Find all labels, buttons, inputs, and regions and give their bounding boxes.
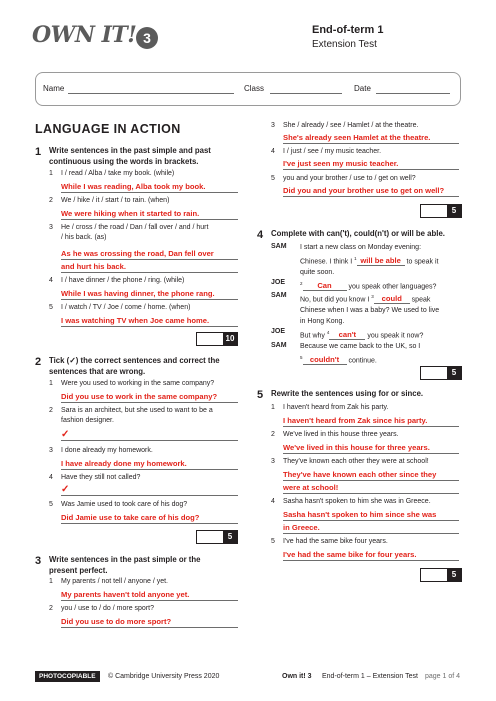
item-number: 4 [271,148,275,155]
q2-instruction-line1: Tick (✓) the correct sentences and correct the [49,356,220,365]
date-field[interactable] [376,93,450,94]
speaker-joe: JOE [271,279,286,286]
q1-instruction [49,145,211,167]
level-badge: 3 [136,27,158,49]
q4-score-total: 5 [447,366,461,380]
date-label: Date [354,84,371,93]
speaker-sam: SAM [271,292,287,299]
item-prompt: Sasha hasn't spoken to him she was in Greece. [283,498,431,505]
speaker-sam: SAM [271,342,287,349]
blank-answer-2[interactable]: Can [303,281,347,291]
item-prompt: My parents / not tell / anyone / yet. [61,578,168,585]
q3-item-1 [49,577,249,587]
sam-line-1 [300,242,465,278]
item-number: 3 [271,122,275,129]
item-prompt: Was Jamie used to took care of his dog? [61,501,188,508]
dialogue-text: No, but did you know I [300,296,372,304]
item-prompt: I / watch / TV / Joe / come / home. (when) [61,304,191,311]
q1-item-4 [49,276,249,286]
q2-score-total: 5 [223,530,237,544]
q1-item-5 [49,303,249,313]
q1-score-box [196,332,238,346]
test-subtitle: Extension Test [312,39,377,50]
q3-score-total: 5 [447,204,461,218]
item-number: 2 [271,431,275,438]
item-number: 4 [49,474,53,481]
q5-answer-4b[interactable]: in Greece. [283,522,459,534]
item-prompt: I / read / Alba / take my book. (while) [61,170,175,177]
q2-instruction [49,355,220,377]
name-label: Name [43,84,65,93]
speaker-sam: SAM [271,243,287,250]
item-number: 1 [49,380,53,387]
q1-score-total: 10 [223,332,237,346]
q2-item-2 [49,406,249,426]
dialogue-text-with-blank [300,352,465,366]
q1-number: 1 [35,146,42,158]
item-prompt: Sara is an architect, but she used to want to be a [61,407,213,414]
q3-item-2 [49,604,249,614]
blank-answer-1[interactable]: will be able [357,256,405,266]
class-field[interactable] [270,93,342,94]
q5-answer-4[interactable]: Sasha hasn't spoken to him since she was [283,509,459,521]
dialogue-text: I start a new class on Monday evening: [300,244,422,251]
q1-answer-5[interactable]: I was watching TV when Joe came home. [61,315,238,327]
item-prompt: They've known each other they were at school! [283,458,429,465]
q5-item-5 [271,537,471,547]
q2-score-box [196,530,238,544]
q5-answer-1[interactable]: I haven't heard from Zak since his party. [283,415,459,427]
q3-item-5 [271,174,471,184]
q2-answer-2-tick[interactable]: ✓ [61,430,238,441]
item-number: 5 [49,304,53,311]
item-number: 2 [49,197,53,204]
item-number: 3 [271,458,275,465]
q1-instruction-line2: continuous using the words in brackets. [49,157,199,166]
page-number: page 1 of 4 [425,673,461,680]
q5-item-4 [271,497,471,507]
q5-item-2 [271,430,471,440]
item-prompt: I haven't heard from Zak his party. [283,404,389,411]
q5-answer-3b[interactable]: were at school! [283,482,459,494]
dialogue-text: you speak other languages? [346,283,437,291]
item-prompt: We / hike / it / start / to rain. (when) [61,197,170,204]
item-prompt: fashion designer. [61,417,114,424]
q1-item-1 [49,169,249,179]
q2-item-4 [49,473,249,483]
q3-score-box [420,204,462,218]
q3-answer-3[interactable]: She's already seen Hamlet at the theatre. [283,132,459,144]
q1-answer-4[interactable]: While I was having dinner, the phone rang. [61,288,238,300]
sam-line-2 [300,291,465,327]
q4-score-box [420,366,462,380]
item-prompt: I / have dinner / the phone / ring. (while) [61,277,185,284]
q3-number: 3 [35,555,42,567]
item-prompt: I've had the same bike four years. [283,538,388,545]
q1-answer-3[interactable]: As he was crossing the road, Dan fell over [61,248,238,260]
item-prompt: you and your brother / use to / get on well? [283,175,416,182]
dialogue-text-with-blank [300,253,465,267]
test-title: End-of-term 1 [312,24,384,36]
q5-number: 5 [257,389,264,401]
dialogue-text: to speak it [404,258,439,266]
item-prompt: Have they still not called? [61,474,141,481]
q3-answer-2[interactable]: Did you use to do more sport? [61,616,238,628]
q4-number: 4 [257,229,264,241]
item-number: 1 [49,170,53,177]
q5-item-3 [271,457,471,467]
item-number: 4 [271,498,275,505]
item-prompt: you / use to / do / more sport? [61,605,154,612]
item-prompt: Were you used to working in the same company? [61,380,215,387]
dialogue-text: Chinese when I was a baby? We used to live [300,307,440,315]
copyright-text: © Cambridge University Press 2020 [108,673,220,680]
item-prompt: He / cross / the road / Dan / fall over / and / hurt [61,224,209,231]
q2-item-3 [49,446,249,456]
q3-instruction-line2: present perfect. [49,566,108,575]
item-number: 2 [49,605,53,612]
q3-item-3 [271,121,471,131]
q2-answer-4-tick[interactable]: ✓ [61,485,238,496]
class-label: Class [244,84,265,93]
q2-item-5 [49,500,249,510]
blank-answer-3[interactable]: could [374,294,410,304]
q5-score-total: 5 [447,568,461,582]
own-it-logo: OWN IT! [32,22,137,48]
section-title: LANGUAGE IN ACTION [35,122,181,136]
dialogue-text: quite soon. [300,269,335,277]
dialogue-text: in Hong Kong. [300,318,345,326]
q1-answer-3b[interactable]: and hurt his back. [61,261,238,273]
footer-test-name: End-of-term 1 – Extension Test [322,673,418,680]
item-number: 2 [49,407,53,414]
dialogue-text: But why [300,332,327,340]
item-prompt: I / just / see / my music teacher. [283,148,382,155]
q2-instruction-line2: sentences that are wrong. [49,367,146,376]
q1-item-2 [49,196,249,206]
q2-number: 2 [35,356,42,368]
product-name: Own it! 3 [282,673,312,680]
q1-answer-1[interactable]: While I was reading, Alba took my book. [61,181,238,193]
item-prompt: We've lived in this house three years. [283,431,399,438]
q1-answer-2[interactable]: We were hiking when it started to rain. [61,208,238,220]
q3-answer-1[interactable]: My parents haven't told anyone yet. [61,589,238,601]
speaker-joe: JOE [271,328,286,335]
q2-answer-1[interactable]: Did you use to work in the same company? [61,391,238,403]
item-number: 1 [49,578,53,585]
name-field[interactable] [68,93,234,94]
blank-answer-4[interactable]: can't [329,330,365,340]
q4-instruction: Complete with can('t), could(n't) or will be able. [271,229,445,238]
q2-item-1 [49,379,249,389]
sam-line-3 [300,341,465,366]
item-prompt: / his back. (as) [61,234,107,241]
item-prompt: I done already my homework. [61,447,153,454]
item-number: 3 [49,447,53,454]
joe-line-2 [300,327,465,341]
q2-answer-5[interactable]: Did Jamie use to take care of his dog? [61,512,238,524]
dialogue-text: Chinese. I think I [300,258,355,266]
q3-answer-4[interactable]: I've just seen my music teacher. [283,158,459,170]
item-number: 5 [49,501,53,508]
q3-answer-5[interactable]: Did you and your brother use to get on well? [283,185,459,197]
q3-instruction-line1: Write sentences in the past simple or the [49,555,201,564]
q5-answer-5[interactable]: I've had the same bike for four years. [283,549,459,561]
blank-number: 4 [326,330,330,335]
photocopiable-badge: PHOTOCOPIABLE [35,671,100,682]
q1-item-3 [49,223,249,243]
q3-item-4 [271,147,471,157]
q5-score-box [420,568,462,582]
item-number: 5 [271,538,275,545]
item-number: 5 [271,175,275,182]
q5-answer-2[interactable]: We've lived in this house for three years. [283,442,459,454]
blank-number: 1 [354,256,357,261]
item-number: 4 [49,277,53,284]
item-number: 3 [49,224,53,231]
dialogue-text: continue. [346,357,377,365]
item-prompt: She / already / see / Hamlet / at the theatre. [283,122,419,129]
blank-number: 3 [371,294,374,299]
q1-instruction-line1: Write sentences in the past simple and past [49,146,211,155]
q5-answer-3[interactable]: They've have known each other since they [283,469,459,481]
dialogue-text: speak [409,296,431,304]
q3-instruction [49,554,201,576]
q5-instruction: Rewrite the sentences using for or since. [271,389,424,398]
dialogue-text: you speak it now? [365,332,424,340]
blank-number: 2 [300,281,303,286]
blank-number: 5 [300,355,303,360]
item-number: 1 [271,404,275,411]
blank-answer-5[interactable]: couldn't [303,355,347,365]
q2-answer-3[interactable]: I have already done my homework. [61,458,238,470]
dialogue-text: Because we came back to the UK, so I [300,343,421,350]
q5-item-1 [271,403,471,413]
dialogue-text-with-blank [300,291,465,305]
